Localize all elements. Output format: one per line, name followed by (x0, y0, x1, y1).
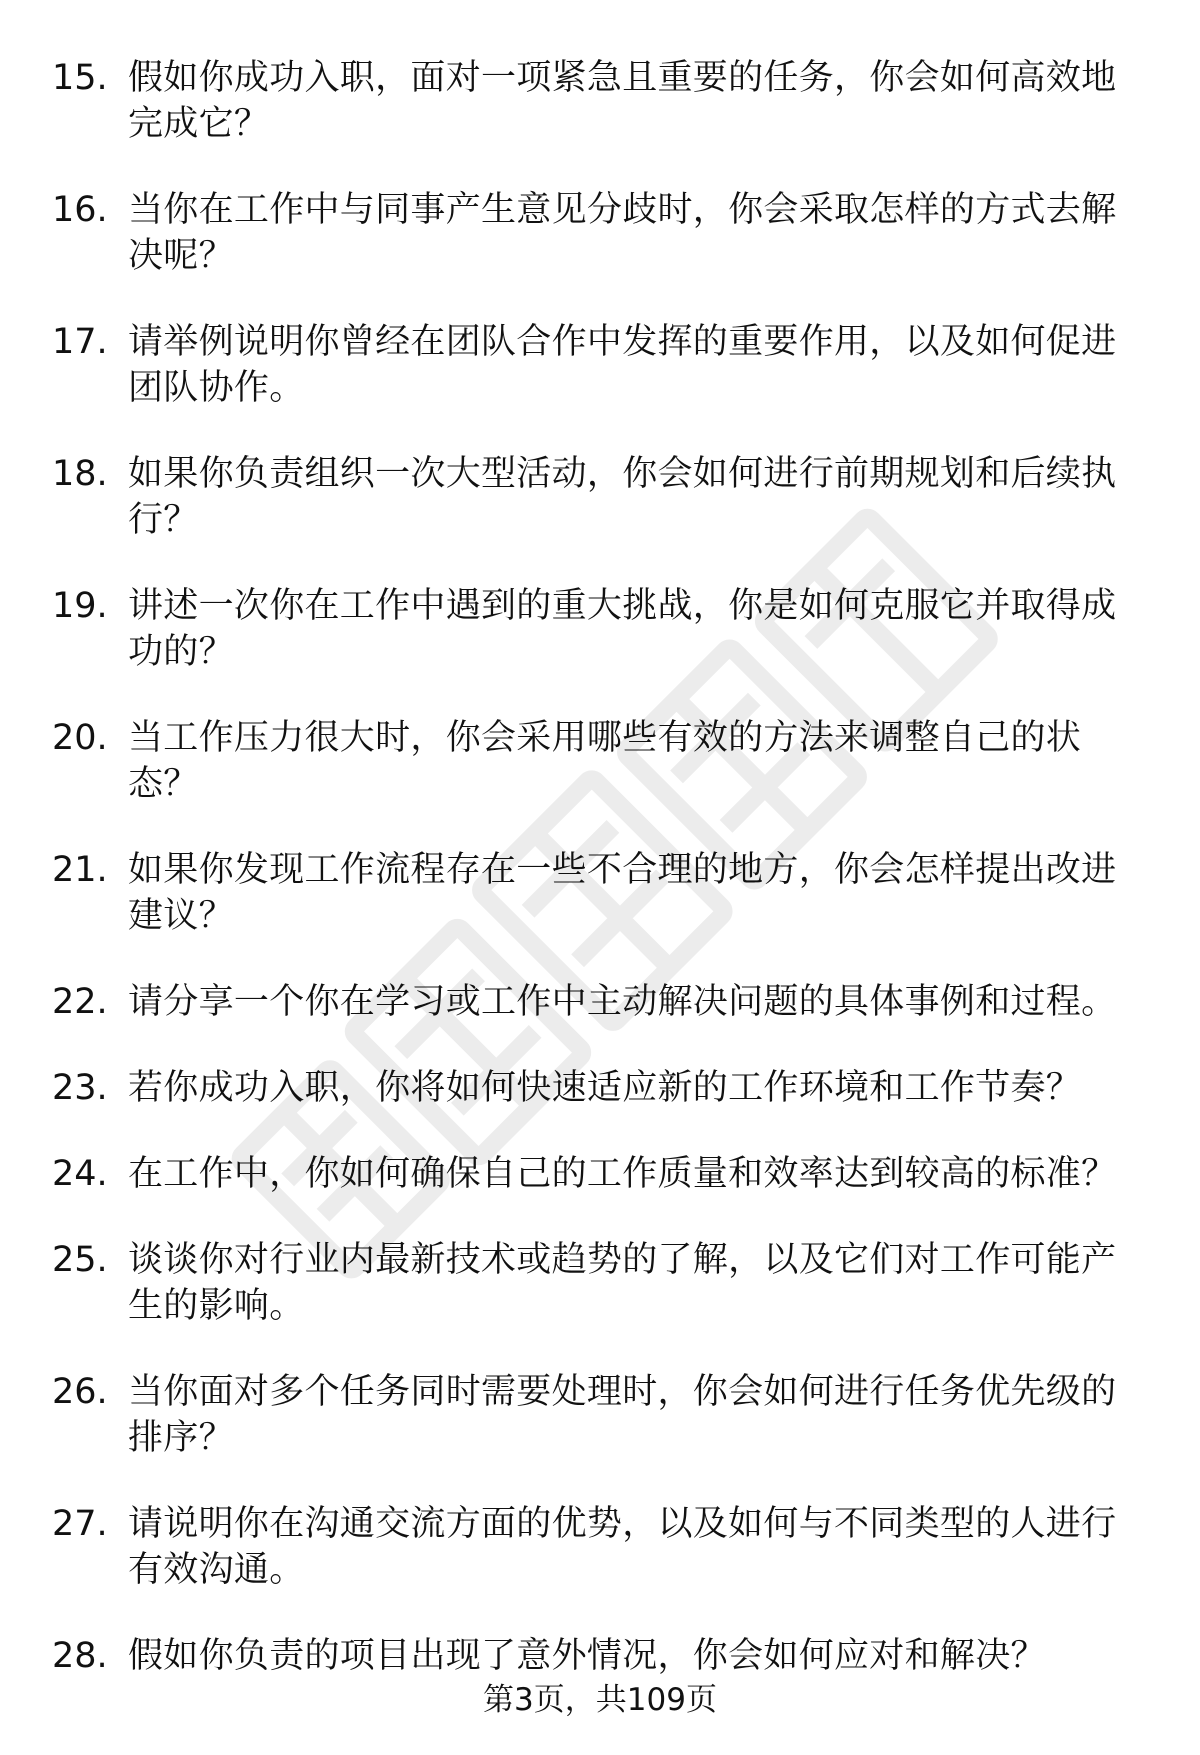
list-item (0, 187, 1200, 319)
question-number: 25. (52, 1240, 108, 1280)
list-item (0, 451, 1200, 583)
list-item (0, 583, 1200, 715)
question-number: 24. (52, 1154, 108, 1194)
question-text: 如果你负责组织一次大型活动，你会如何进行前期规划和后续执行？ (128, 454, 1117, 540)
question-text: 若你成功入职，你将如何快速适应新的工作环境和工作节奏？ (128, 1068, 1082, 1108)
question-text: 讲述一次你在工作中遇到的重大挑战，你是如何克服它并取得成功的？ (128, 586, 1117, 672)
list-item (0, 1151, 1200, 1237)
question-text: 当工作压力很大时，你会采用哪些有效的方法来调整自己的状态？ (128, 718, 1082, 804)
question-number: 27. (52, 1504, 108, 1544)
question-number: 17. (52, 322, 108, 362)
list-item (0, 1237, 1200, 1369)
question-text: 请举例说明你曾经在团队合作中发挥的重要作用，以及如何促进团队协作。 (128, 322, 1117, 408)
page-indicator: 第3页，共109页 (483, 1682, 717, 1718)
question-text: 当你面对多个任务同时需要处理时，你会如何进行任务优先级的排序？ (128, 1372, 1117, 1458)
question-number: 18. (52, 454, 108, 494)
question-text: 假如你负责的项目出现了意外情况，你会如何应对和解决？ (128, 1636, 1046, 1676)
question-number: 22. (52, 982, 108, 1022)
question-number: 28. (52, 1636, 108, 1676)
question-text: 请说明你在沟通交流方面的优势，以及如何与不同类型的人进行有效沟通。 (128, 1504, 1117, 1590)
question-number: 26. (52, 1372, 108, 1412)
question-text: 如果你发现工作流程存在一些不合理的地方，你会怎样提出改进建议？ (128, 850, 1117, 936)
question-text: 请分享一个你在学习或工作中主动解决问题的具体事例和过程。 (128, 982, 1117, 1022)
question-number: 15. (52, 58, 108, 98)
question-number: 19. (52, 586, 108, 626)
question-text: 假如你成功入职，面对一项紧急且重要的任务，你会如何高效地完成它？ (128, 58, 1117, 144)
question-number: 20. (52, 718, 108, 758)
question-text: 谈谈你对行业内最新技术或趋势的了解，以及它们对工作可能产生的影响。 (128, 1240, 1117, 1326)
question-text: 在工作中，你如何确保自己的工作质量和效率达到较高的标准？ (128, 1154, 1117, 1194)
list-item (0, 1501, 1200, 1633)
question-number: 16. (52, 190, 108, 230)
list-item (0, 319, 1200, 451)
list-item (0, 847, 1200, 979)
question-number: 23. (52, 1068, 108, 1108)
question-number: 21. (52, 850, 108, 890)
list-item (0, 1065, 1200, 1151)
list-item (0, 979, 1200, 1065)
list-item (0, 715, 1200, 847)
list-item (0, 1369, 1200, 1501)
question-text: 当你在工作中与同事产生意见分歧时，你会采取怎样的方式去解决呢？ (128, 190, 1117, 276)
list-item (0, 55, 1200, 187)
interview-question-list (0, 55, 1200, 1703)
